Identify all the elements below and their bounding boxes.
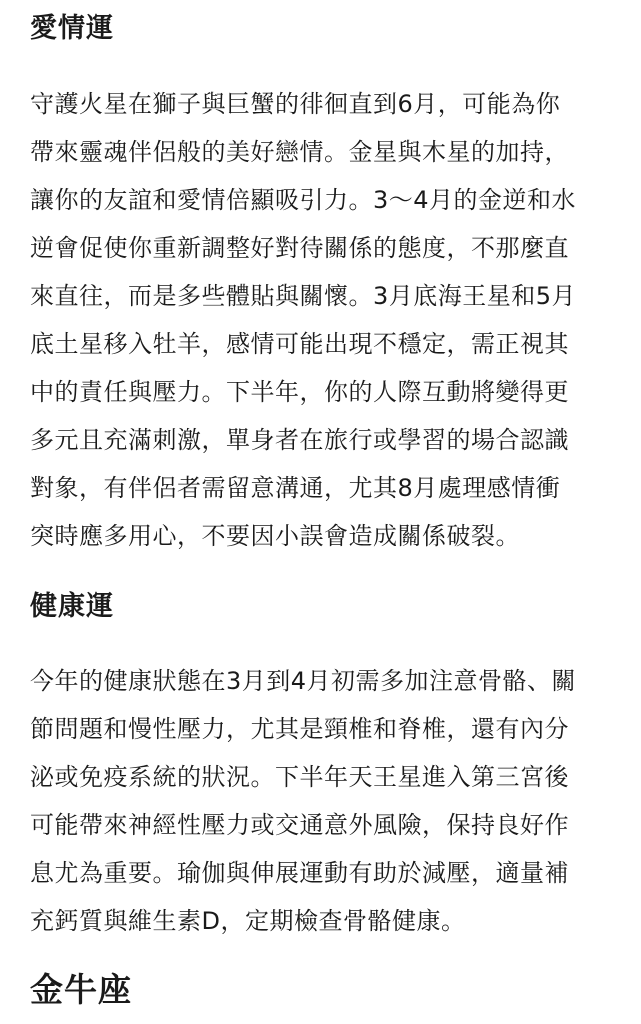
paragraph-line: 守護火星在獅子與巨蟹的徘徊直到6月，可能為你	[30, 90, 561, 118]
paragraph-line: 節問題和慢性壓力，尤其是頸椎和脊椎，還有內分	[30, 715, 569, 743]
paragraph-line: 可能帶來神經性壓力或交通意外風險，保持良好作	[30, 811, 569, 839]
paragraph-line: 來直往，而是多些體貼與關懷。3月底海王星和5月	[30, 282, 577, 310]
paragraph-line: 充鈣質與維生素D，定期檢查骨骼健康。	[30, 907, 466, 935]
paragraph-line: 今年的健康狀態在3月到4月初需多加注意骨骼、關	[30, 667, 577, 695]
paragraph-line: 逆會促使你重新調整好對待關係的態度，不那麼直	[30, 234, 569, 262]
paragraph-line: 帶來靈魂伴侶般的美好戀情。金星與木星的加持，	[30, 138, 569, 166]
paragraph-line: 多元且充滿刺激，單身者在旅行或學習的場合認識	[30, 426, 569, 454]
love-fortune-heading: 愛情運	[30, 13, 114, 44]
paragraph-line: 息尤為重要。瑜伽與伸展運動有助於減壓，適量補	[30, 859, 569, 887]
love-fortune-paragraph	[30, 80, 620, 560]
paragraph-line: 突時應多用心，不要因小誤會造成關係破裂。	[30, 522, 520, 550]
health-fortune-heading: 健康運	[30, 591, 114, 622]
paragraph-line: 泌或免疫系統的狀況。下半年天王星進入第三宮後	[30, 763, 569, 791]
paragraph-line: 對象，有伴侶者需留意溝通，尤其8月處理感情衝	[30, 474, 561, 502]
taurus-section-heading: 金牛座	[30, 970, 132, 1009]
paragraph-line: 底土星移入牡羊，感情可能出現不穩定，需正視其	[30, 330, 569, 358]
health-fortune-paragraph	[30, 657, 620, 945]
paragraph-line: 讓你的友誼和愛情倍顯吸引力。3～4月的金逆和水	[30, 186, 577, 214]
paragraph-line: 中的責任與壓力。下半年，你的人際互動將變得更	[30, 378, 569, 406]
